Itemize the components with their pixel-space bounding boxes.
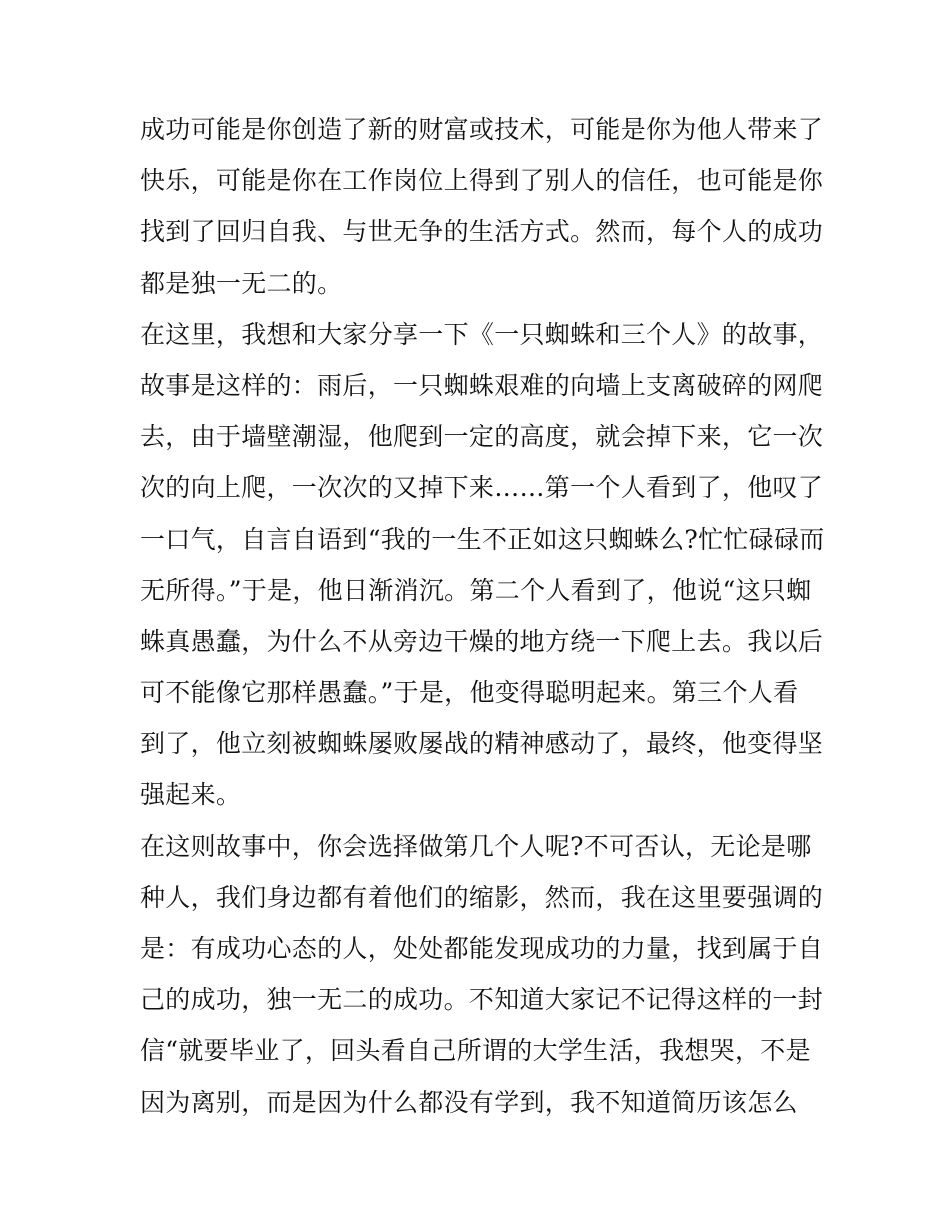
text-line: 强起来。	[140, 780, 242, 810]
body-text	[140, 104, 825, 1128]
text-line: 种人，我们身边都有着他们的缩影，然而，我在这里要强调的	[140, 882, 824, 912]
text-line: 蛛真愚蠢，为什么不从旁边干燥的地方绕一下爬上去。我以后	[140, 626, 824, 656]
text-line: 一口气，自言自语到“我的一生不正如这只蜘蛛么?忙忙碌碌而	[140, 524, 825, 554]
text-line: 次的向上爬，一次次的又掉下来……第一个人看到了，他叹了	[140, 473, 824, 503]
text-line: 信“就要毕业了，回头看自己所谓的大学生活，我想哭，不是	[140, 1036, 811, 1066]
text-line: 可不能像它那样愚蠢。”于是，他变得聪明起来。第三个人看	[140, 678, 799, 708]
text-line: 在这里，我想和大家分享一下《一只蜘蛛和三个人》的故事，	[140, 319, 824, 349]
text-line: 到了，他立刻被蜘蛛屡败屡战的精神感动了，最终，他变得坚	[140, 729, 824, 759]
text-line: 找到了回归自我、与世无争的生活方式。然而，每个人的成功	[140, 217, 824, 247]
text-line: 成功可能是你创造了新的财富或技术，可能是你为他人带来了	[140, 115, 824, 144]
text-line: 无所得。”于是，他日渐消沉。第二个人看到了，他说“这只蜘	[140, 575, 812, 605]
text-line: 都是独一无二的。	[140, 268, 343, 298]
text-line: 因为离别，而是因为什么都没有学到，我不知道简历该怎么	[140, 1087, 798, 1117]
text-line: 在这则故事中，你会选择做第几个人呢?不可否认，无论是哪	[140, 831, 812, 861]
text-line: 故事是这样的：雨后，一只蜘蛛艰难的向墙上支离破碎的网爬	[140, 370, 824, 400]
text-line: 己的成功，独一无二的成功。不知道大家记不记得这样的一封	[140, 985, 824, 1015]
text-line: 去，由于墙壁潮湿，他爬到一定的高度，就会掉下来，它一次	[140, 422, 824, 452]
text-line: 是：有成功心态的人，处处都能发现成功的力量，找到属于自	[140, 934, 824, 963]
text-line: 快乐，可能是你在工作岗位上得到了别人的信任，也可能是你	[140, 166, 824, 196]
